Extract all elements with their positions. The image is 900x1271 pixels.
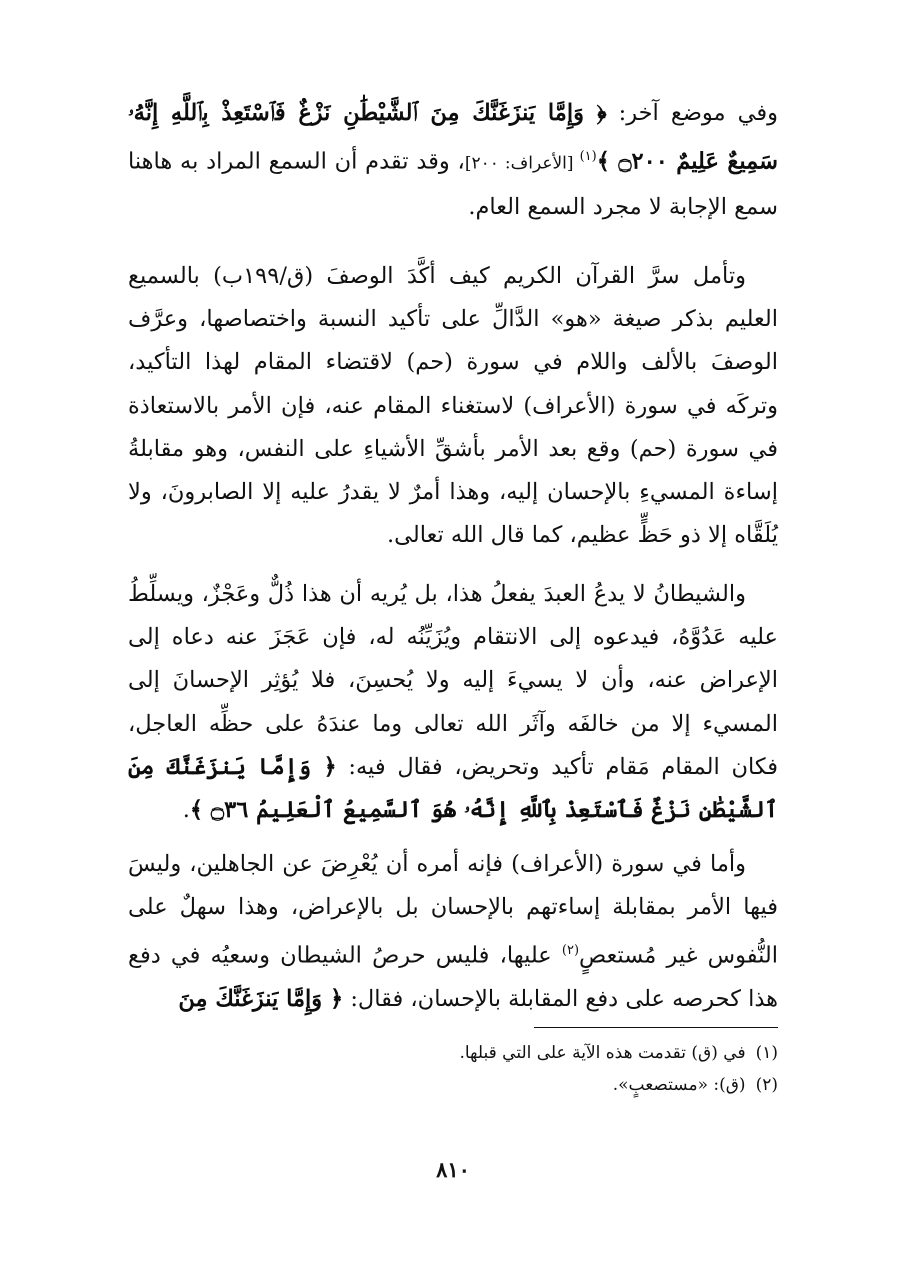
footnote-2-text: (ق): «مستصعبٍ». xyxy=(612,1075,746,1095)
footnote-1 xyxy=(128,1037,778,1069)
quran-verse-araf-200-start: ﴿ وَإِمَّا يَنزَغَنَّكَ مِنَ xyxy=(178,986,344,1013)
footnotes xyxy=(128,1037,778,1101)
page-number: ٨١٠ xyxy=(436,1157,470,1182)
paragraph-1-intro: وفي موضع آخر: xyxy=(606,100,779,126)
paragraph-1-rest: ، وقد تقدم أن السمع المراد به هاهنا سمع الإجابة لا مجرد السمع العام. xyxy=(128,148,778,220)
book-page xyxy=(128,92,778,1232)
footnote-1-number: (١) xyxy=(755,1043,778,1063)
quran-verse-fussilat-36: ﴿ وَإِمَّا يَنزَغَنَّكَ مِنَ ٱلشَّيْطَٰنِ نَزْغٌ فَٱسْتَعِذْ بِٱللَّهِ إِنَّهُۥ هُوَ ٱلسَّمِيعُ ٱلْعَلِيمُ ۝٣٦ ﴾ xyxy=(128,753,778,824)
paragraph-3-text: والشيطانُ لا يدعُ العبدَ يفعلُ هذا، بل يُريه أن هذا ذُلٌّ وعَجْزٌ، ويسلِّطُ عليه عَدُوَّهُ، فيدعوه إلى الانتقام ويُزَيِّنُه له، فإن عَجَزَ عنه دعاه إلى الإعراض عنه، وأن لا يسيءَ إليه ولا يُحسِنَ، فلا يُؤثِر الإحسانَ إلى المسيء إلا من خالفَه وآثَر الله تعالى وما عندَهُ على حظِّه العاجل، فكان المقام مَقام تأكيد وتحريض، فقال فيه: xyxy=(128,581,778,780)
footnote-marker-2: (٢) xyxy=(561,943,580,959)
paragraph-1 xyxy=(128,92,778,229)
paragraph-3 xyxy=(128,573,778,832)
footnote-2-number: (٢) xyxy=(755,1075,778,1095)
footnote-separator xyxy=(534,1027,778,1028)
verse-reference: [الأعراف: ٢٠٠] xyxy=(464,153,580,174)
footnote-1-text: في (ق) تقدمت هذه الآية على التي قبلها. xyxy=(459,1043,746,1063)
footnote-marker-1: (١) xyxy=(579,149,597,165)
paragraph-4 xyxy=(128,843,778,1021)
footnote-2 xyxy=(128,1069,778,1101)
paragraph-4-part1: وأما في سورة (الأعراف) فإنه أمره أن يُعْرِضَ عن الجاهلين، وليسَ فيها الأمر بمقابلة إساءتهم بالإحسان بل بالإعراض، وهذا سهلٌ على النُّفوس غير مُستعصٍ xyxy=(128,851,778,969)
paragraph-2: وتأمل سرَّ القرآن الكريم كيف أكَّدَ الوصفَ (ق/١٩٩ب) بالسميع العليم بذكر صيغة «هو» الدَّالِّ على تأكيد النسبة واختصاصها، وعرَّف الوصفَ بالألف واللام في سورة (حم) لاقتضاء المقام لهذا التأكيد، وتركَه في سورة (الأعراف) لاستغناء المقام عنه، فإن الأمر بالاستعاذة في سورة (حم) وقع بعد الأمر بأشقِّ الأشياءِ على النفس، وهو مقابلةُ إساءة المسيءِ بالإحسان إليه، وهذا أمرٌ لا يقدرُ عليه إلا الصابرونَ، ولا يُلَقَّاه إلا ذو حَظٍّ عظيم، كما قال الله تعالى. xyxy=(128,263,778,549)
paragraph-3-end: . xyxy=(182,797,190,824)
paragraph-4-part2: عليها، فليس حرصُ الشيطان وسعيُه في دفع هذا كحرصه على دفع المقابلة بالإحسان، فقال: xyxy=(128,942,778,1013)
quran-verse-araf-200: ﴿ وَإِمَّا يَنزَغَنَّكَ مِنَ ٱلشَّيْطَٰنِ نَزْغٌ فَٱسْتَعِذْ بِٱللَّهِ إِنَّهُۥ سَمِيعٌ عَلِيمٌ ۝٢٠٠ ﴾ xyxy=(128,100,778,175)
